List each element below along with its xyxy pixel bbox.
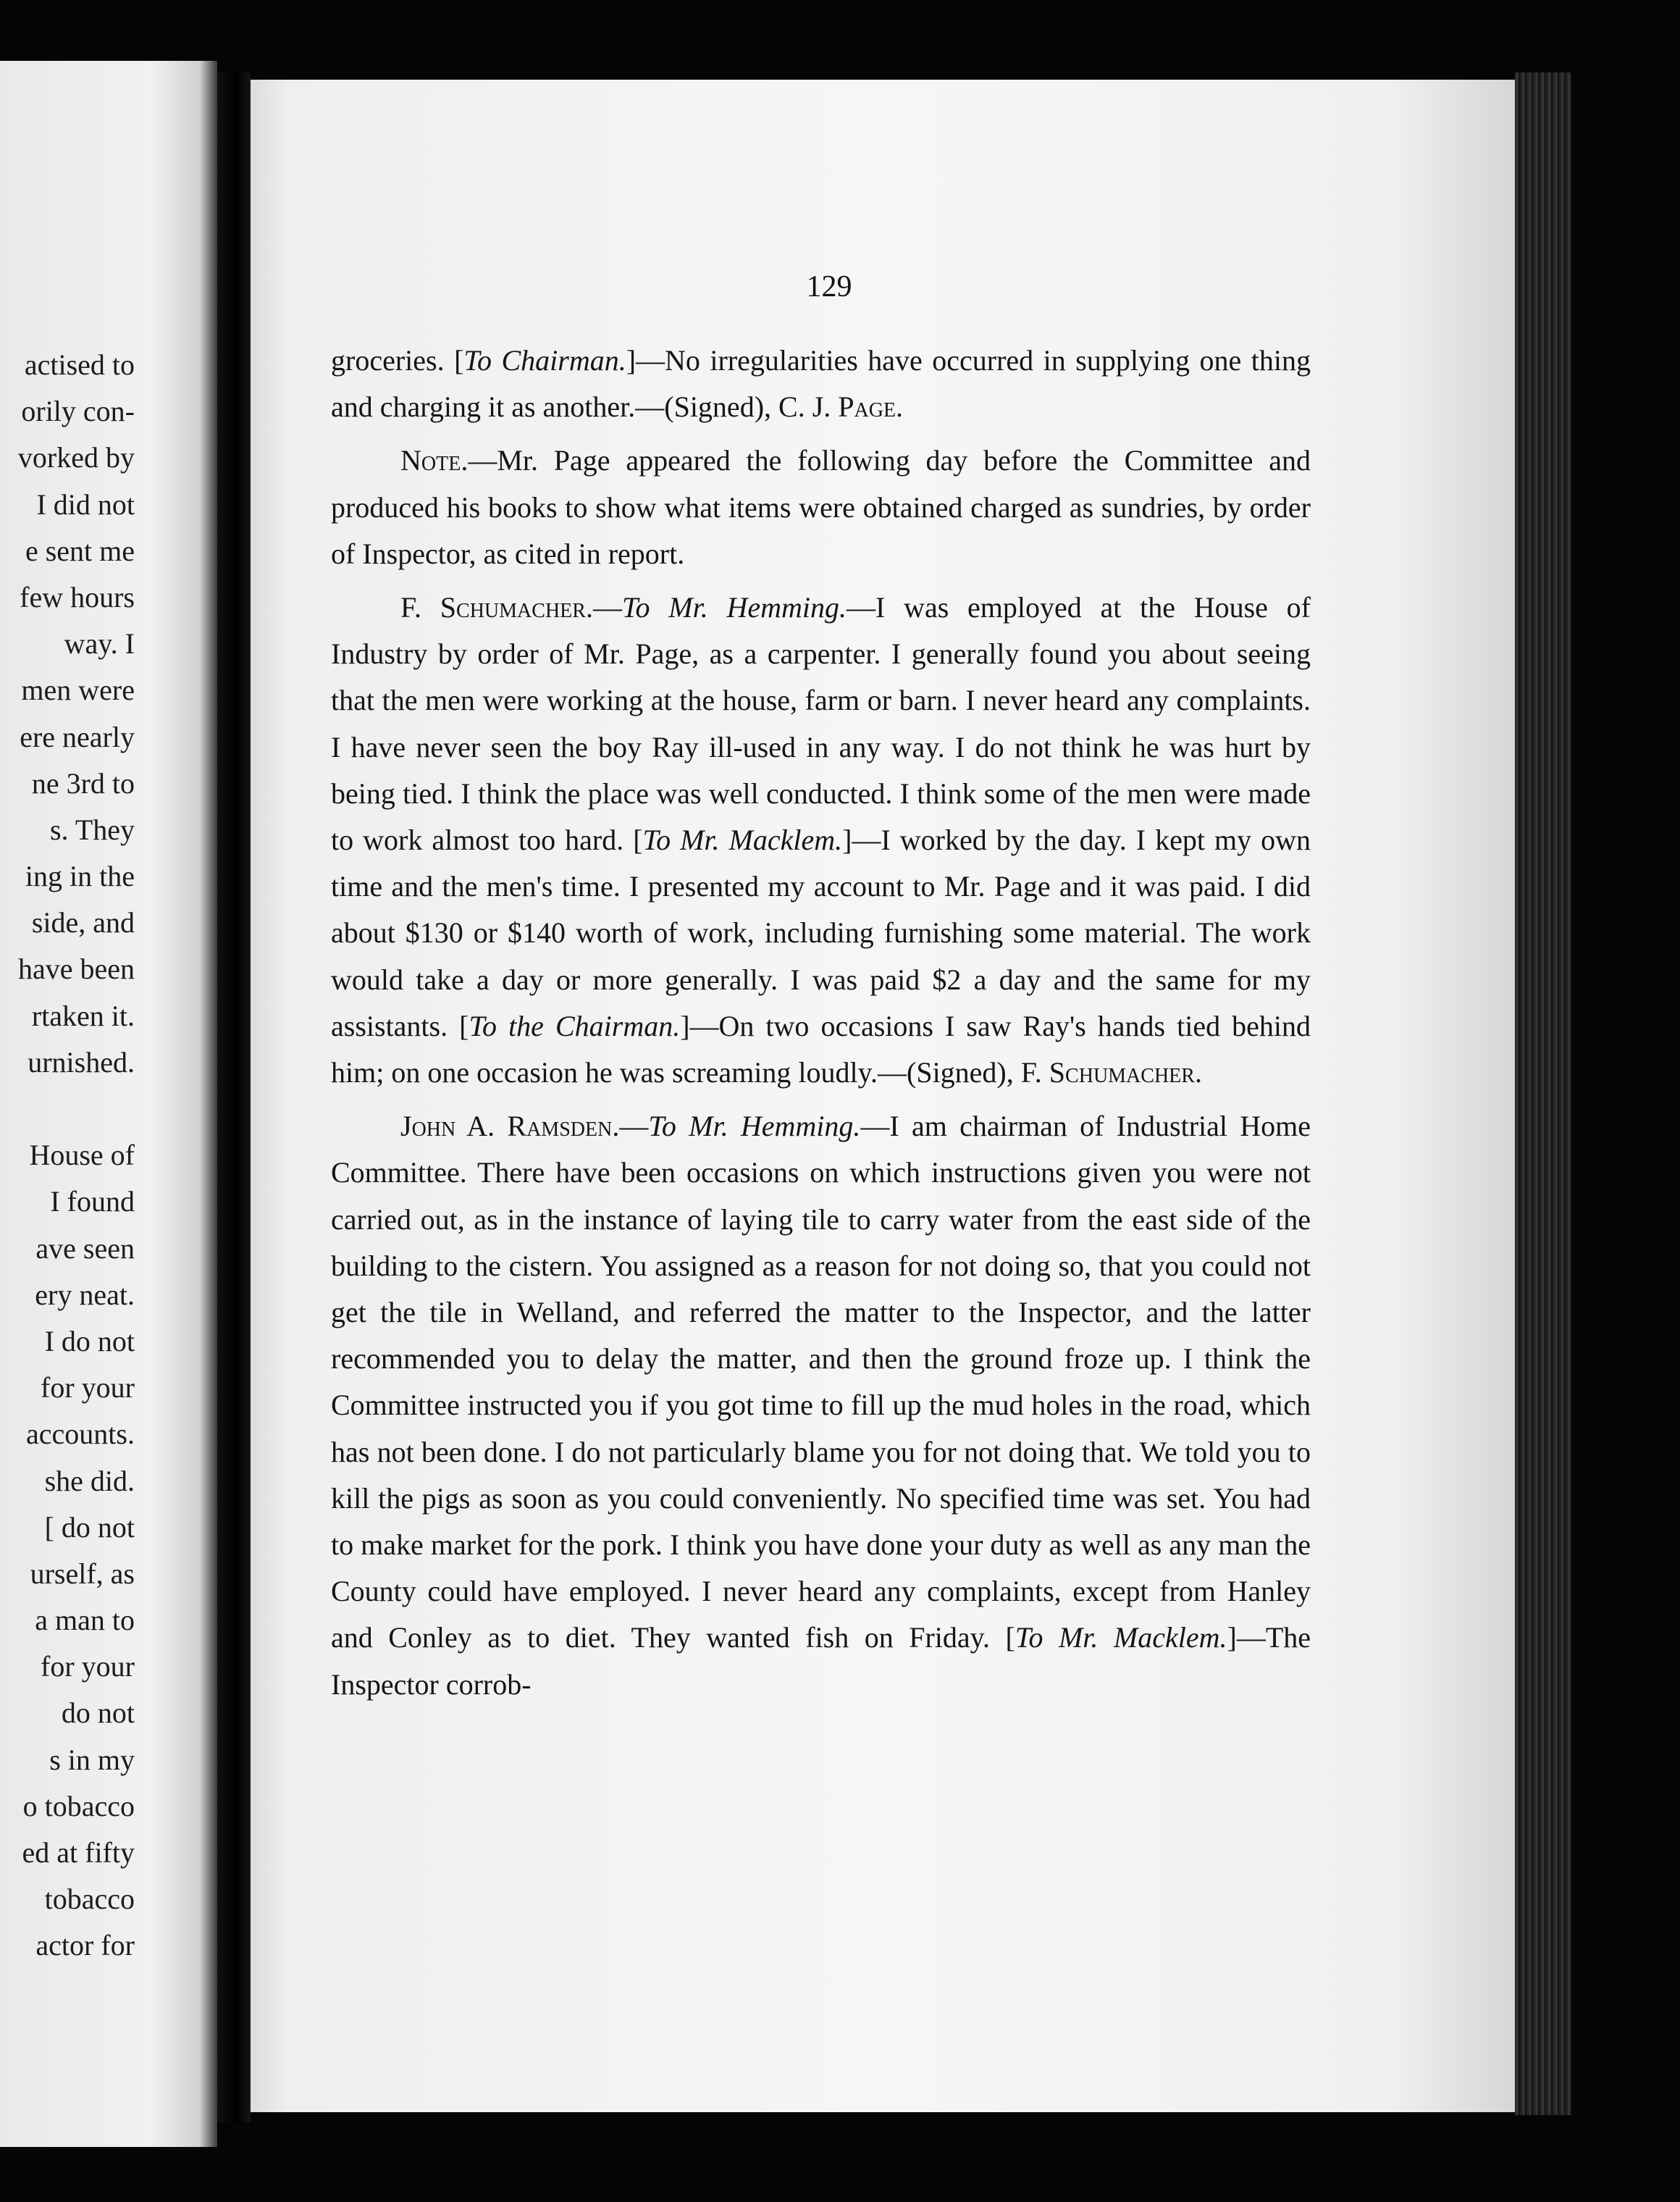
left-page-line: ne 3rd to (31, 766, 135, 800)
left-page-line: tobacco (44, 1883, 135, 1916)
left-page-line: she did. (44, 1464, 135, 1497)
left-page-line: orily con- (21, 395, 135, 428)
left-page-line (0, 1086, 135, 1132)
left-page-line: ere nearly (20, 720, 135, 753)
left-page-line: side, and (31, 906, 135, 939)
left-page-line: urself, as (30, 1557, 135, 1590)
left-page-line: [ do not (44, 1510, 135, 1544)
left-page-line: I did not (36, 487, 135, 521)
left-page-line: o tobacco (22, 1789, 135, 1822)
paragraph-schumacher: F. Schumacher.—To Mr. Hemming.—I was employed at the House of Industry by order of Mr. Page, as a carpenter. I generally found you about seeing that the men were working at the house, farm or barn. I never heard any complaints. I have never seen the boy Ray ill-used in any way. I do not think he was hurt by being tied. I think the place was well conducted. I think some of the men were made to work almost too hard. [To Mr. Macklem.]—I worked by the day. I kept my own time and the men's time. I presented my account to Mr. Page and it was paid. I did about $130 or $140 worth of work, including furnishing some material. The work would take a day or more generally. I was paid $2 a day and the same for my assistants. [To the Chairman.]—On two occasions I saw Ray's hands tied behind him; on one occasion he was screaming loudly.—(Signed), F. Schumacher. (331, 591, 1311, 1089)
left-page-line: actised to (24, 348, 135, 381)
left-page-line: ing in the (25, 860, 135, 893)
left-page-line: way. I (64, 627, 135, 661)
left-page-line: accounts. (26, 1418, 135, 1451)
left-page (0, 61, 217, 2147)
page-number: 129 (806, 270, 852, 303)
left-page-line: do not (61, 1696, 135, 1730)
left-page-line: men were (21, 674, 135, 707)
book-gutter (217, 72, 251, 2122)
left-page-line: for your (41, 1371, 135, 1404)
left-page-line: few hours (20, 580, 135, 614)
left-page-line: s in my (49, 1743, 135, 1776)
paragraph-note: Note.—Mr. Page appeared the following day before the Committee and produced his books to show what items were obtained charged as sundries, by order of Inspector, as cited in report. (331, 444, 1311, 570)
left-page-line: ave seen (35, 1231, 135, 1265)
paragraph-ramsden: John A. Ramsden.—To Mr. Hemming.—I am chairman of Industrial Home Committee. There have been occasions on which instructions given you were not carried out, as in the instance of laying tile to carry water from the east side of the building to the cistern. You assigned as a reason for not doing so, that you could not get the tile in Welland, and referred the matter to the Inspector, and the latter recommended you to delay the matter, and then the ground froze up. I think the Committee instructed you if you got time to fill up the mud holes in the road, which has not been done. I do not particularly blame you for not doing that. We told you to kill the pigs as soon as you could conveniently. No specified time was set. You had to make market for the pork. I think you have done your duty as well as any man the County could have employed. I never heard any complaints, except from Hanley and Conley as to diet. They wanted fish on Friday. [To Mr. Macklem.]—The Inspector corrob- (331, 1110, 1311, 1701)
left-page-line: s. They (49, 813, 135, 846)
left-page-line: urnished. (28, 1045, 135, 1079)
page-body (331, 338, 1311, 1708)
left-page-line: e sent me (25, 534, 135, 567)
paragraph-page-signature: groceries. [To Chairman.]—No irregularities have occurred in supplying one thing and charging it as another.—(Signed), C. J. Page. (331, 344, 1311, 424)
left-page-line: for your (41, 1650, 135, 1683)
left-page-line: I do not (44, 1324, 135, 1357)
left-page-line: have been (17, 953, 135, 986)
left-page-line: House of (29, 1139, 135, 1172)
left-page-line: ery neat. (35, 1278, 135, 1311)
left-page-line: rtaken it. (31, 999, 135, 1032)
left-page-line: a man to (35, 1604, 135, 1637)
left-page-line: I found (50, 1185, 135, 1218)
page-edges (1515, 72, 1571, 2115)
left-page-text (0, 342, 135, 1969)
left-page-line: vorked by (17, 441, 135, 474)
left-page-line: actor for (35, 1929, 135, 1962)
left-page-line: ed at fifty (22, 1836, 135, 1869)
